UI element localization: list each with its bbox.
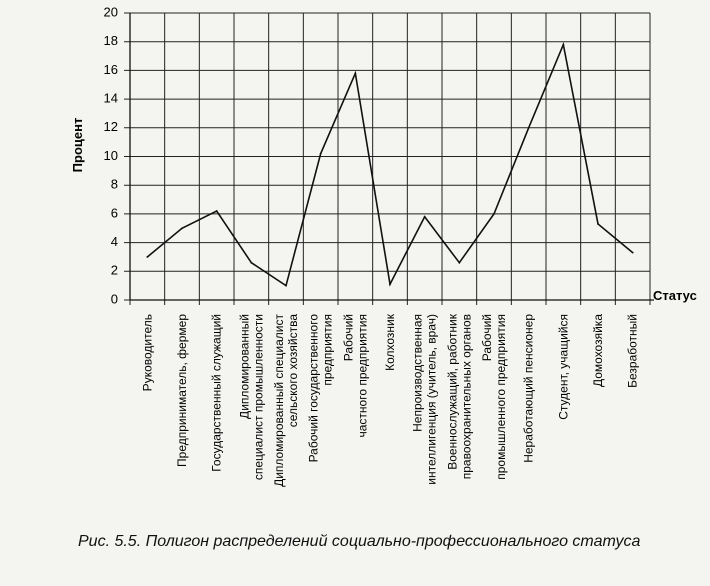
x-tick-labels [140, 313, 639, 487]
data-point [597, 223, 599, 225]
x-tick-label: Дипломированный [237, 314, 252, 419]
y-tick-labels [104, 4, 118, 306]
x-tick-label: Непроизводственная [410, 314, 425, 432]
data-point [389, 283, 391, 285]
x-tick-label: Домохозяйка [591, 314, 605, 388]
data-point [146, 256, 148, 258]
x-tick-label: Студент, учащийся [556, 314, 571, 420]
series-line [147, 45, 632, 286]
data-point [493, 213, 495, 215]
data-point [354, 72, 356, 74]
data-point [250, 262, 252, 264]
x-tick-label: Руководитель [140, 314, 155, 392]
y-tick-label: 16 [103, 61, 118, 77]
x-tick-label: промышленного предприятия [494, 314, 508, 480]
y-tick-label: 10 [103, 147, 118, 163]
data-point [562, 44, 564, 46]
x-tick-label: Военнослужащий, работник [445, 314, 460, 470]
y-tick-label: 6 [110, 205, 118, 221]
x-tick-label: интеллигенция (учитель, врач) [424, 314, 439, 485]
x-tick-label: специалист промышленности [251, 314, 266, 481]
y-tick-label: 0 [110, 291, 118, 307]
y-tick-label: 18 [103, 33, 118, 49]
data-point [285, 285, 287, 287]
x-axis-label: Статус [653, 288, 697, 303]
data-point [528, 127, 530, 129]
data-point [458, 262, 460, 264]
x-tick-label: Рабочий [480, 314, 494, 362]
x-tick-label: Рабочий государственного [306, 314, 321, 463]
x-tick-label: предприятия [320, 314, 335, 386]
y-tick-label: 2 [110, 262, 118, 278]
y-tick-label: 20 [103, 4, 118, 20]
y-tick-label: 8 [110, 176, 118, 192]
data-point [181, 227, 183, 229]
x-tick-label: Государственный служащий [209, 314, 224, 472]
x-tick-label: Предприниматель, фермер [175, 314, 189, 467]
x-tick-label: Неработающий пенсионер [521, 314, 536, 463]
x-tick-label: правоохранительных органов [459, 314, 474, 480]
y-tick-label: 4 [110, 234, 118, 250]
data-point [424, 216, 426, 218]
x-tick-label: сельского хозяйства [286, 314, 300, 428]
y-tick-label: 12 [103, 119, 118, 135]
y-axis-label: Процент [70, 117, 85, 173]
x-tick-label: Безработный [625, 314, 640, 388]
data-point [216, 210, 218, 212]
data-point [632, 252, 634, 254]
series [146, 44, 633, 287]
x-tick-label: частного предприятия [355, 314, 370, 438]
x-tick-label: Колхозник [383, 314, 397, 371]
figure-caption: Рис. 5.5. Полигон распределений социально-профессионального статуса [78, 533, 641, 550]
y-tick-label: 14 [103, 90, 118, 106]
x-tick-label: Дипломированный специалист [272, 314, 286, 487]
x-tick-label: Рабочий [341, 314, 356, 362]
data-point [320, 153, 322, 155]
